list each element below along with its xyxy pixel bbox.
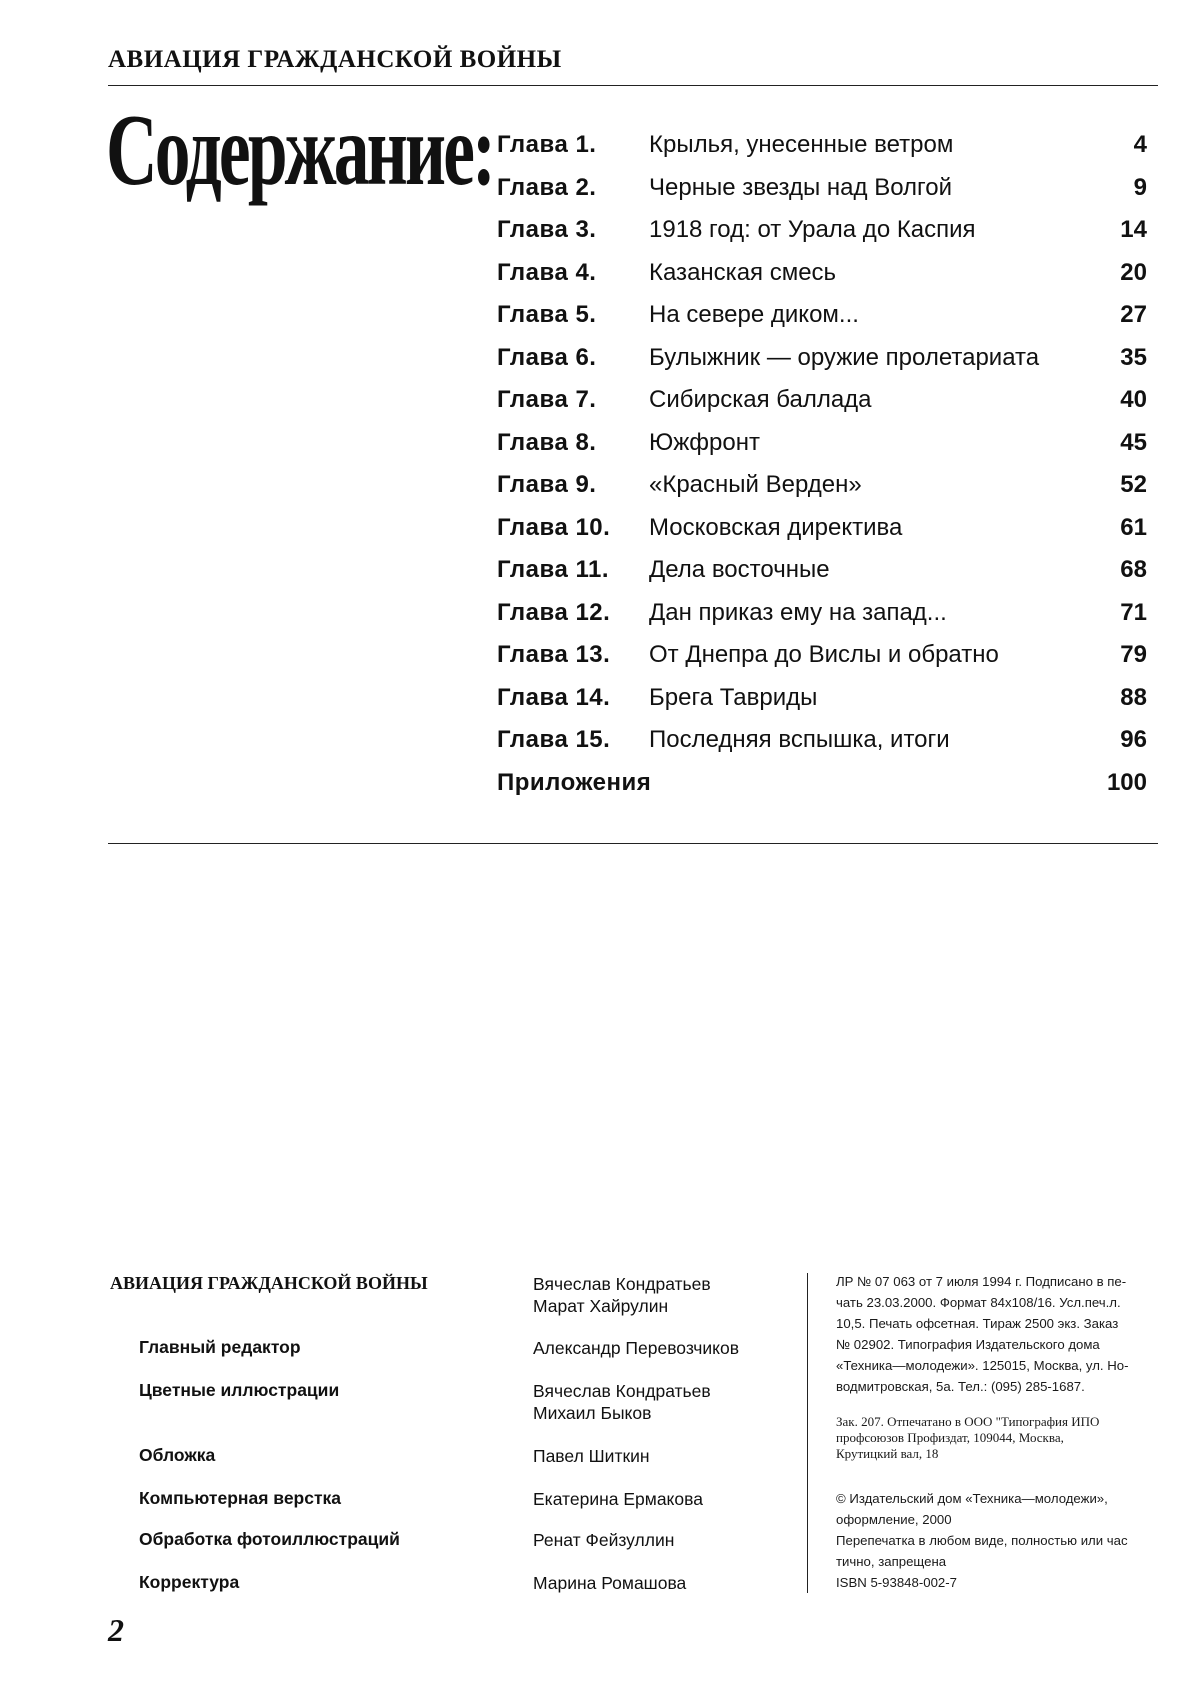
imprint-line: тично, запрещена <box>836 1554 947 1569</box>
toc-page-number: 14 <box>1120 216 1147 243</box>
toc-page-number: 4 <box>1133 131 1147 158</box>
toc-row <box>497 508 1147 551</box>
credit-role: Компьютерная верстка <box>139 1488 342 1508</box>
imprint-block-copyright <box>836 1488 1166 1593</box>
credit-name: Михаил Быков <box>533 1403 652 1423</box>
toc-chapter-title: Черные звезды над Волгой <box>649 173 952 201</box>
toc-row <box>497 295 1147 338</box>
toc-chapter-number: Глава 9. <box>497 471 597 498</box>
toc-row <box>497 423 1147 466</box>
toc-page-number: 9 <box>1133 173 1147 201</box>
toc-chapter-number: Глава 10. <box>497 513 611 541</box>
imprint-line: Перепечатка в любом виде, полностью или час <box>836 1533 1128 1548</box>
imprint-divider <box>807 1273 808 1593</box>
toc-chapter-number: Глава 15. <box>497 726 611 753</box>
page-number: 2 <box>108 1612 124 1648</box>
toc-chapter-number: Глава 8. <box>497 428 597 456</box>
toc-chapter-title: От Днепра до Вислы и обратно <box>649 641 999 668</box>
toc-chapter-title: Сибирская баллада <box>649 386 872 413</box>
imprint-line: 10,5. Печать офсетная. Тираж 2500 экз. Заказ <box>836 1316 1119 1331</box>
imprint-line: оформление, 2000 <box>836 1512 952 1527</box>
section-divider <box>108 843 1158 844</box>
credit-role: Цветные иллюстрации <box>139 1380 340 1400</box>
toc-chapter-number: Глава 14. <box>497 683 611 711</box>
toc-chapter-title: Брега Тавриды <box>649 683 818 711</box>
running-header-title: АВИАЦИЯ ГРАЖДАНСКОЙ ВОЙНЫ <box>108 46 562 73</box>
toc-chapter-number: Глава 11. <box>497 556 609 583</box>
imprint-line: © Издательский дом «Техника—молодежи», <box>836 1491 1108 1506</box>
credits-book-title: АВИАЦИЯ ГРАЖДАНСКОЙ ВОЙНЫ <box>110 1273 428 1293</box>
toc-chapter-title: На севере диком... <box>649 301 859 328</box>
credit-name: Павел Шиткин <box>533 1446 650 1466</box>
credit-role: Обработка фотоиллюстраций <box>139 1529 400 1549</box>
toc-row <box>497 593 1147 636</box>
imprint-line: чать 23.03.2000. Формат 84х108/16. Усл.печ.л. <box>836 1295 1121 1310</box>
imprint-line: водмитровская, 5а. Тел.: (095) 285-1687. <box>836 1379 1085 1394</box>
credit-role: Обложка <box>139 1445 216 1465</box>
credit-name: Александр Перевозчиков <box>533 1338 740 1358</box>
toc-row <box>497 635 1147 678</box>
toc-chapter-number: Глава 7. <box>497 386 597 413</box>
toc-page-number: 71 <box>1120 598 1147 626</box>
imprint-block-publishing <box>836 1271 1166 1397</box>
credit-name: Екатерина Ермакова <box>533 1489 703 1509</box>
toc-page-number: 52 <box>1120 471 1147 498</box>
toc-row <box>497 125 1147 168</box>
toc-row <box>497 380 1147 423</box>
toc-row <box>497 720 1147 763</box>
imprint-line: «Техника—молодежи». 125015, Москва, ул. Но- <box>836 1358 1129 1373</box>
toc-page-number: 88 <box>1120 683 1147 711</box>
table-of-contents <box>497 125 1147 805</box>
author-name: Марат Хайрулин <box>533 1296 669 1316</box>
toc-chapter-number: Глава 1. <box>497 131 597 158</box>
toc-row <box>497 678 1147 721</box>
credit-role: Корректура <box>139 1572 240 1592</box>
toc-chapter-title: Московская директива <box>649 513 903 541</box>
toc-chapter-title: 1918 год: от Урала до Каспия <box>649 216 976 243</box>
toc-row <box>497 168 1147 211</box>
toc-chapter-title: Южфронт <box>649 428 760 456</box>
toc-page-number: 35 <box>1120 343 1147 371</box>
toc-chapter-title: Последняя вспышка, итоги <box>649 726 950 753</box>
credit-name: Ренат Фейзуллин <box>533 1530 675 1550</box>
credit-role: Главный редактор <box>139 1337 301 1357</box>
imprint-line: № 02902. Типография Издательского дома <box>836 1337 1100 1352</box>
toc-chapter-title: Казанская смесь <box>649 258 837 286</box>
toc-chapter-title: Дела восточные <box>649 556 830 583</box>
contents-heading: Содержание: <box>106 94 494 207</box>
toc-chapter-title: Дан приказ ему на запад... <box>649 598 947 626</box>
imprint-block-printing <box>836 1414 1166 1462</box>
toc-chapter-title: Булыжник — оружие пролетариата <box>649 343 1040 371</box>
toc-row <box>497 550 1147 593</box>
imprint-line: Зак. 207. Отпечатано в ООО "Типография ИПО <box>836 1414 1100 1429</box>
toc-page-number: 61 <box>1120 513 1147 541</box>
toc-chapter-number: Глава 6. <box>497 343 597 371</box>
toc-chapter-number: Глава 4. <box>497 258 597 286</box>
toc-chapter-number: Приложения <box>497 768 652 796</box>
toc-page-number: 79 <box>1120 641 1147 668</box>
toc-page-number: 20 <box>1120 258 1147 286</box>
toc-page-number: 45 <box>1120 428 1147 456</box>
imprint-line: профсоюзов Профиздат, 109044, Москва, <box>836 1430 1064 1445</box>
imprint-line: ЛР № 07 063 от 7 июля 1994 г. Подписано в пе- <box>836 1274 1127 1289</box>
toc-chapter-title: «Красный Верден» <box>649 471 862 498</box>
toc-page-number: 100 <box>1106 768 1147 796</box>
author-name: Вячеслав Кондратьев <box>533 1274 711 1294</box>
toc-row <box>497 465 1147 508</box>
toc-chapter-number: Глава 12. <box>497 598 611 626</box>
toc-chapter-number: Глава 13. <box>497 641 611 668</box>
toc-row <box>497 763 1147 806</box>
toc-chapter-number: Глава 5. <box>497 301 597 328</box>
isbn: ISBN 5-93848-002-7 <box>836 1575 957 1590</box>
credit-name: Вячеслав Кондратьев <box>533 1381 711 1401</box>
toc-page-number: 96 <box>1120 726 1147 753</box>
toc-chapter-number: Глава 2. <box>497 173 597 201</box>
toc-page-number: 68 <box>1120 556 1147 583</box>
toc-row <box>497 338 1147 381</box>
toc-row <box>497 210 1147 253</box>
imprint-line: Крутицкий вал, 18 <box>836 1446 939 1461</box>
toc-page-number: 40 <box>1120 386 1147 413</box>
toc-chapter-title: Крылья, унесенные ветром <box>649 131 954 158</box>
credit-name: Марина Ромашова <box>533 1573 687 1593</box>
toc-chapter-number: Глава 3. <box>497 216 597 243</box>
toc-page-number: 27 <box>1120 301 1147 328</box>
toc-row <box>497 253 1147 296</box>
header-rule <box>108 85 1158 86</box>
